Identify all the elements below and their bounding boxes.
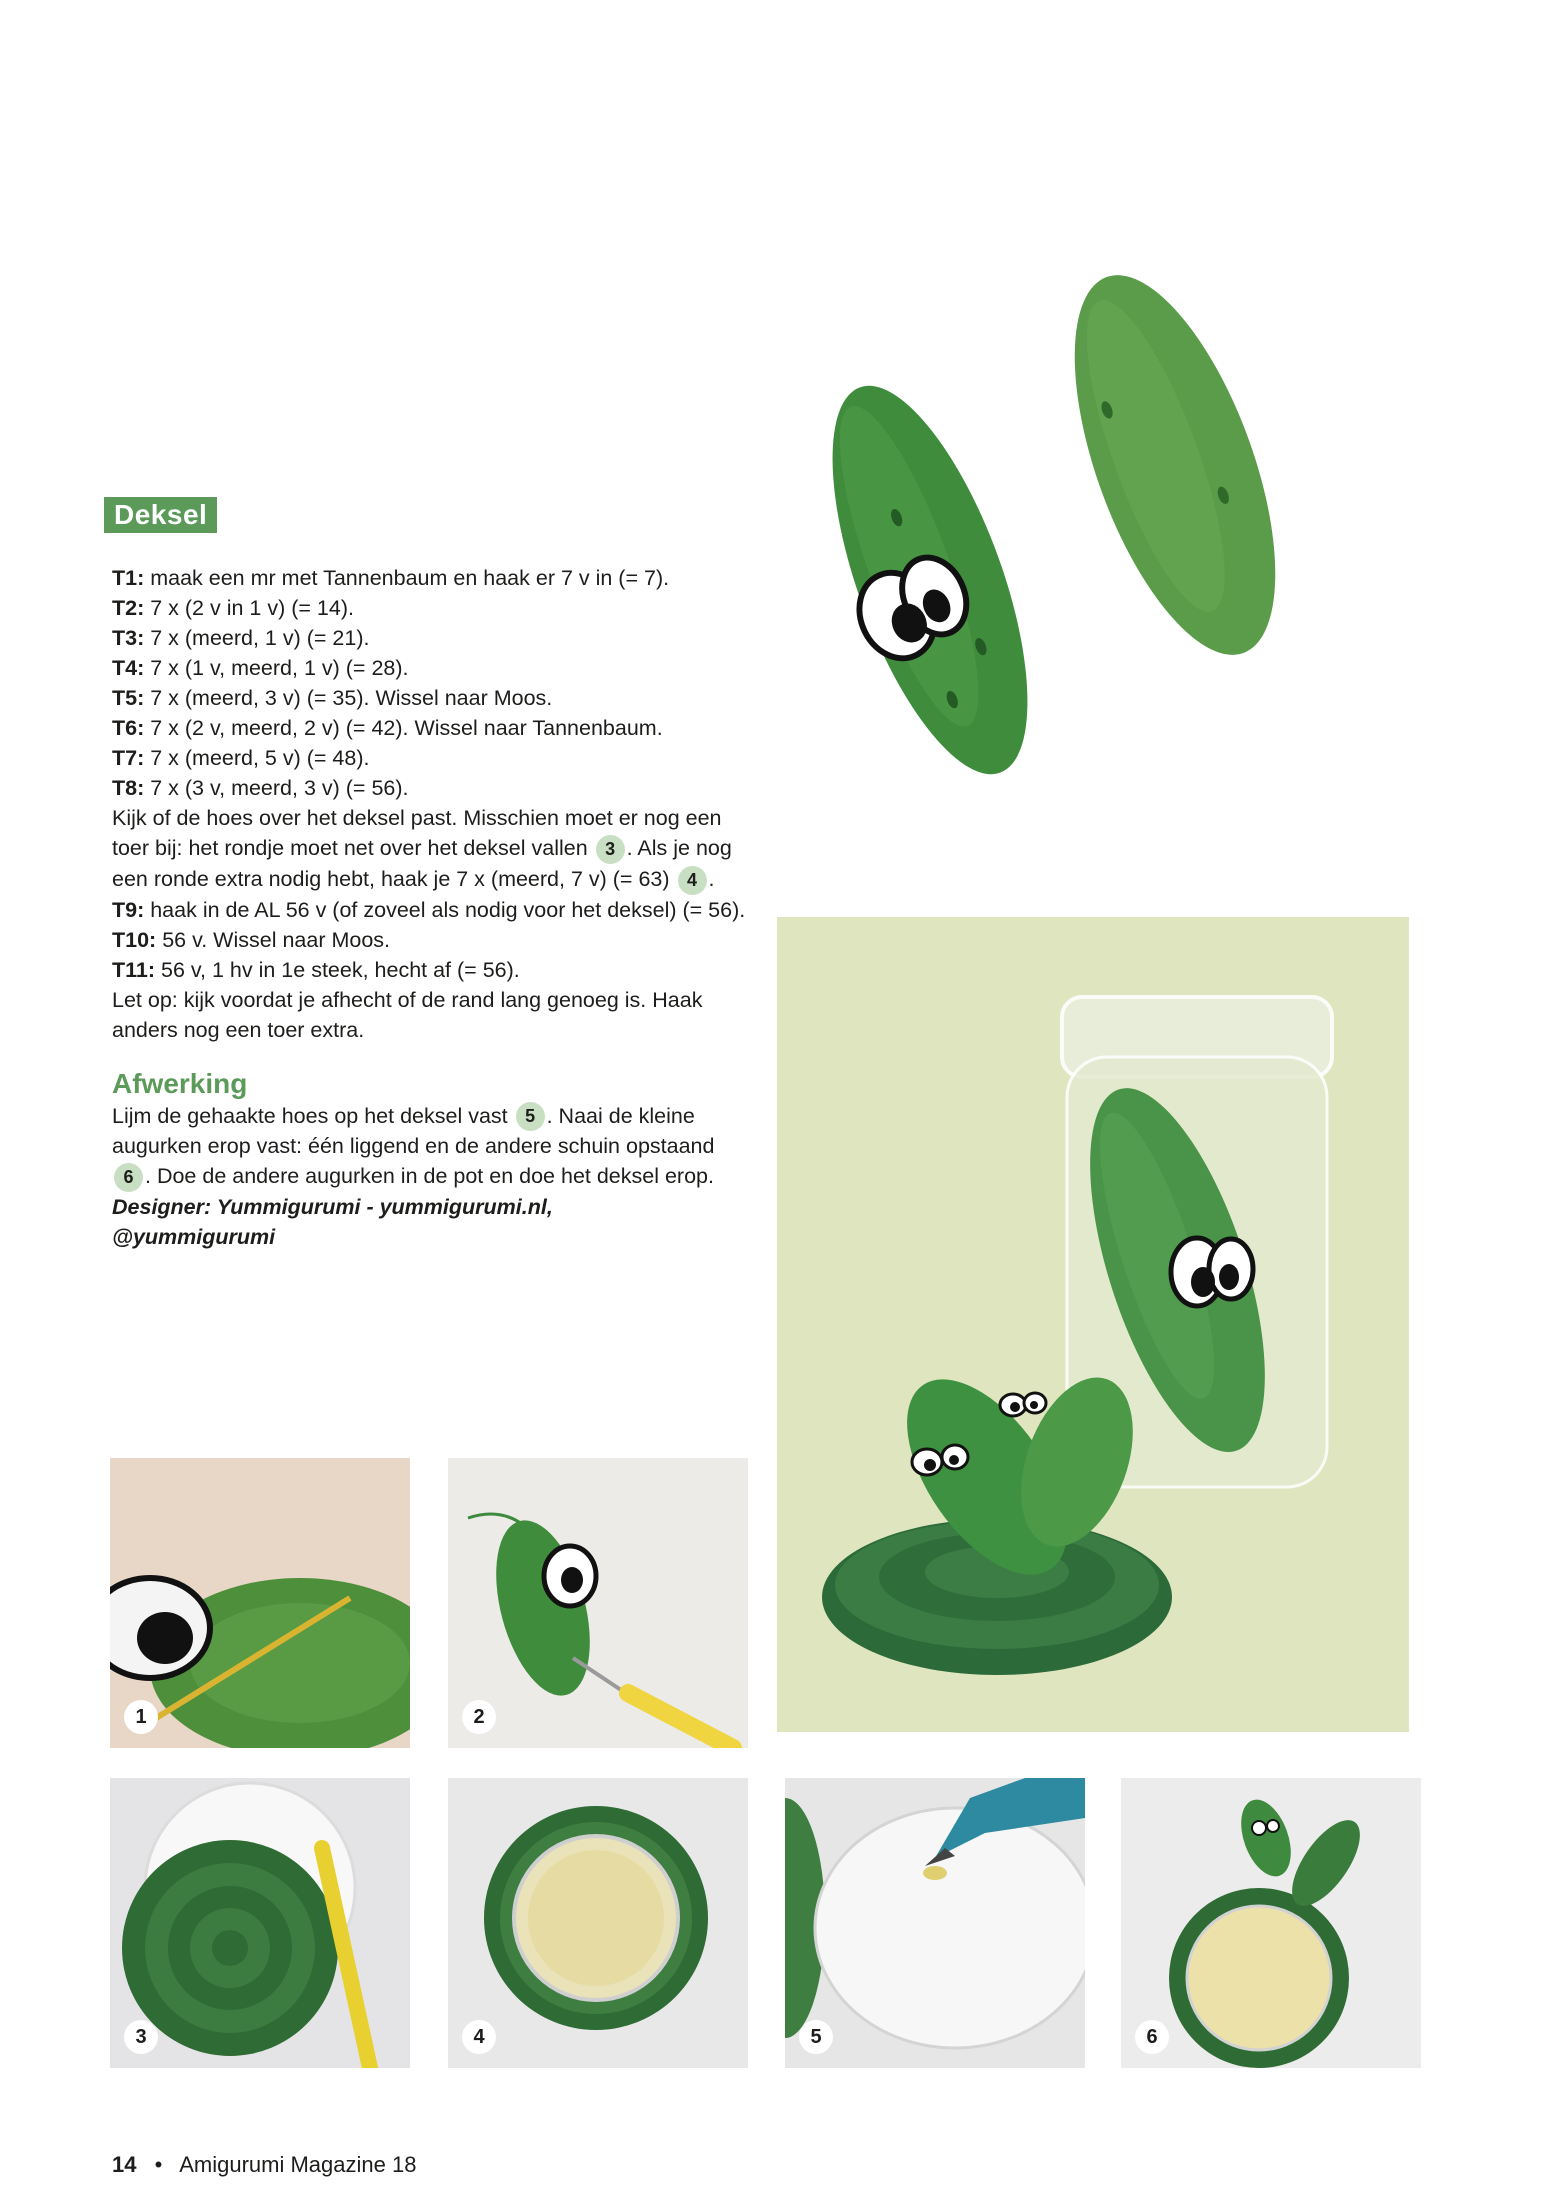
magazine-title: Amigurumi Magazine 18 (179, 2152, 417, 2177)
step-number: 6 (1135, 2020, 1169, 2054)
designer-credit: Designer: Yummigurumi - yummigurumi.nl, @yummigurumi (112, 1195, 553, 1250)
step-number: 2 (462, 1700, 496, 1734)
pattern-text (112, 563, 752, 1252)
round-line: T2: 7 x (2 v in 1 v) (= 14). (112, 596, 354, 620)
round-line: T3: 7 x (meerd, 1 v) (= 21). (112, 626, 370, 650)
step-badge: 6 (114, 1163, 143, 1192)
step-number: 1 (124, 1700, 158, 1734)
note: Let op: kijk voordat je afhecht of de rand lang genoeg is. Haak anders nog een toer extra. (112, 987, 703, 1042)
rounds-list (112, 563, 752, 803)
step-photo-3 (110, 1778, 410, 2068)
step-badge: 3 (596, 835, 625, 864)
footer-separator: • (154, 2152, 163, 2177)
jar-photo (777, 917, 1409, 1732)
step-photo-4 (448, 1778, 748, 2068)
step-badge: 5 (516, 1102, 545, 1131)
step-photo-1 (110, 1458, 410, 1748)
round-line: T5: 7 x (meerd, 3 v) (= 35). Wissel naar Moos. (112, 686, 553, 710)
section-title: Deksel (104, 497, 217, 533)
step-number: 3 (124, 2020, 158, 2054)
round-line: T1: maak een mr met Tannenbaum en haak er 7 v in (= 7). (112, 566, 670, 590)
step-photo-2 (448, 1458, 748, 1748)
page-footer (112, 2152, 416, 2178)
check-paragraph: Kijk of de hoes over het deksel past. Misschien moet er nog een toer bij: het rondje moet net over het deksel vallen 3 . Als je nog een ronde extra nodig hebt, haak je 7 x (meerd, 7 v) (= 63) 4 . (112, 803, 752, 895)
step-badge: 4 (678, 866, 707, 895)
step-photo-5 (785, 1778, 1085, 2068)
pickles-photo (780, 260, 1360, 840)
round-line: T9: haak in de AL 56 v (of zoveel als nodig voor het deksel) (= 56). (112, 897, 746, 922)
finishing-paragraph: Lijm de gehaakte hoes op het deksel vast 5 . Naai de kleine augurken erop vast: één liggend en de andere schuin opstaand 6 . Doe de andere augurken in de pot en doe het deksel erop. (112, 1101, 752, 1193)
round-line: T6: 7 x (2 v, meerd, 2 v) (= 42). Wissel naar Tannenbaum. (112, 716, 663, 740)
round-line: T8: 7 x (3 v, meerd, 3 v) (= 56). (112, 776, 409, 800)
step-number: 4 (462, 2020, 496, 2054)
step-number: 5 (799, 2020, 833, 2054)
round-line: T4: 7 x (1 v, meerd, 1 v) (= 28). (112, 656, 409, 680)
finishing-title: Afwerking (112, 1067, 248, 1099)
page-number: 14 (112, 2152, 137, 2177)
round-line: T7: 7 x (meerd, 5 v) (= 48). (112, 746, 370, 770)
round-line: T11: 56 v, 1 hv in 1e steek, hecht af (= 56). (112, 957, 520, 982)
step-photo-6 (1121, 1778, 1421, 2068)
round-line: T10: 56 v. Wissel naar Moos. (112, 927, 391, 952)
